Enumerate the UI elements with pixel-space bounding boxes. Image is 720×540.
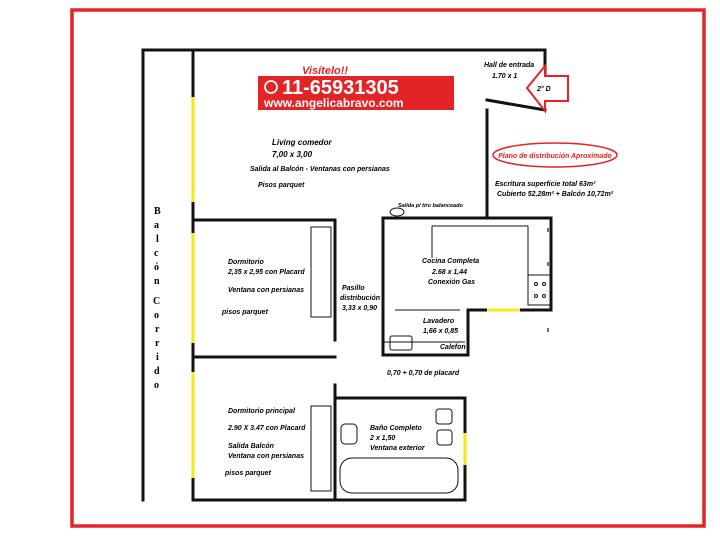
svg-text:a: a bbox=[154, 220, 159, 231]
svg-text:B: B bbox=[154, 206, 161, 217]
promo-visit: Visítelo!! bbox=[302, 65, 349, 77]
entrance-title: Hall de entrada bbox=[484, 62, 535, 69]
master-size: 2.90 X 3.47 con Placard bbox=[228, 425, 306, 432]
vent-icon bbox=[390, 208, 404, 216]
promo-web: www.angelicabravo.com bbox=[264, 96, 404, 110]
kitchen-title: Cocina Completa bbox=[422, 258, 480, 265]
master-title: Dormitorio principal bbox=[228, 408, 295, 415]
laundry-heater: Calefon bbox=[440, 344, 466, 351]
balcony-label bbox=[153, 206, 161, 391]
svg-text:i: i bbox=[156, 352, 159, 363]
bedroom1-size: 2,35 x 2,95 con Placard bbox=[228, 269, 305, 276]
plan-note: Plano de distribución Aproximado bbox=[498, 153, 612, 160]
svg-text:o: o bbox=[154, 310, 159, 321]
living-floor: Pisos parquet bbox=[258, 182, 305, 189]
master-floor: pisos parquet bbox=[225, 470, 271, 477]
laundry-size: 1,66 x 0,85 bbox=[423, 328, 459, 335]
bedroom1-window: Ventana con persianas bbox=[228, 287, 304, 294]
entrance-size: 1.70 x 1 bbox=[492, 73, 518, 80]
unit-label: 2° D bbox=[537, 86, 551, 93]
walls bbox=[143, 50, 551, 500]
hallway-line2: distribución bbox=[340, 295, 381, 302]
kitchen-gas: Conexión Gas bbox=[428, 279, 476, 286]
bidet-icon bbox=[437, 430, 452, 445]
thin-walls bbox=[311, 226, 550, 491]
surface-line2: Cubierto 52,28m² + Balcón 10,72m² bbox=[497, 191, 614, 198]
bath-window: Ventana exterior bbox=[370, 445, 425, 452]
laundry-title: Lavadero bbox=[423, 318, 455, 325]
svg-text:r: r bbox=[155, 338, 160, 349]
master-window: Ventana con persianas bbox=[228, 453, 304, 460]
closet-label: 0,70 + 0,70 de placard bbox=[387, 370, 460, 377]
toilet-icon bbox=[341, 424, 357, 444]
kitchen-size: 2.68 x 1,44 bbox=[432, 269, 468, 276]
living-title: Living comedor bbox=[272, 138, 332, 147]
bath-title: Baño Completo bbox=[370, 425, 422, 432]
laundry-sink-icon bbox=[390, 336, 412, 350]
svg-text:c: c bbox=[154, 248, 159, 259]
bathtub-icon bbox=[340, 458, 458, 493]
bath-size: 2 x 1,50 bbox=[370, 435, 396, 442]
svg-text:o: o bbox=[154, 380, 159, 391]
living-size: 7,00 x 3,00 bbox=[272, 150, 313, 159]
svg-text:r: r bbox=[155, 324, 160, 335]
svg-text:l: l bbox=[156, 234, 159, 245]
svg-text:n: n bbox=[154, 276, 160, 287]
bedroom1-title: Dormitorio bbox=[228, 259, 264, 266]
hallway-line1: Pasillo bbox=[342, 285, 365, 292]
living-detail: Salida al Balcón - Ventanas con persianas bbox=[250, 166, 390, 173]
vent-label: Salida p/ tiro balanceado bbox=[398, 203, 463, 209]
promo-phone: 11-65931305 bbox=[282, 77, 399, 99]
svg-text:d: d bbox=[154, 366, 160, 377]
surface-line1: Escritura superficie total 63m² bbox=[495, 181, 596, 188]
sink-icon bbox=[436, 409, 452, 424]
hallway-size: 3,33 x 0,90 bbox=[342, 305, 378, 312]
svg-text:ó: ó bbox=[154, 262, 159, 273]
bedroom1-floor: pisos parquet bbox=[222, 309, 268, 316]
svg-text:C: C bbox=[153, 296, 161, 307]
master-exit: Salida Balcón bbox=[228, 443, 274, 450]
